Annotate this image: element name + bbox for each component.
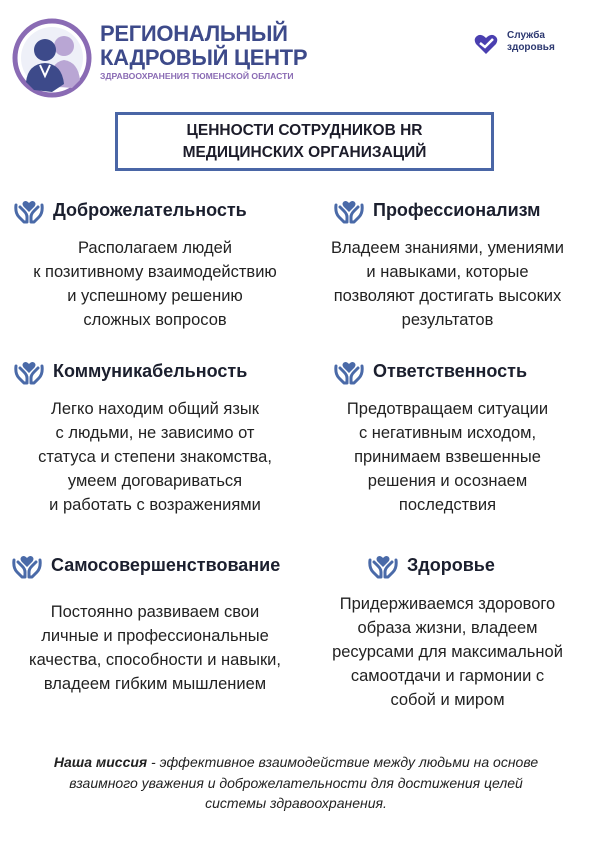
page-title: ЦЕННОСТИ СОТРУДНИКОВ HR МЕДИЦИНСКИХ ОРГАНИЗАЦИЙ <box>182 121 427 161</box>
service-name-line2: здоровья <box>507 42 555 53</box>
value-title: Коммуникабельность <box>53 360 248 381</box>
value-heading <box>14 195 247 225</box>
service-name-line1: Служба <box>507 30 545 41</box>
heart-hands-icon <box>14 195 44 225</box>
value-description: Владеем знаниями, умениями и навыками, которые позволяют достигать высоких результатов <box>331 239 564 329</box>
heart-hands-icon <box>334 356 364 386</box>
mission-text: - эффективное взаимодействие между людьми на основе взаимного уважения и доброжелательности для достижения целей системы здравоохранения. <box>69 754 539 811</box>
value-description: Располагаем людей к позитивному взаимодействию и успешному решению сложных вопросов <box>33 239 277 329</box>
regional-hr-center-logo <box>12 14 308 102</box>
heart-hands-icon <box>368 550 398 580</box>
heart-hands-icon <box>12 550 42 580</box>
value-heading <box>368 550 495 580</box>
value-title: Самосовершенствование <box>51 554 281 575</box>
logo-title-line1: РЕГИОНАЛЬНЫЙ <box>100 21 288 46</box>
value-heading <box>334 356 527 386</box>
value-heading <box>334 195 541 225</box>
health-service-logo <box>474 28 574 58</box>
heart-check-icon <box>474 33 498 55</box>
page-title-frame <box>115 112 494 171</box>
doctors-logo-icon <box>12 18 92 98</box>
logo-title-line2: КАДРОВЫЙ ЦЕНТР <box>100 45 308 70</box>
value-title: Здоровье <box>407 554 495 575</box>
value-description: Постоянно развиваем свои личные и профессиональные качества, способности и навыки, владеем гибким мышлением <box>29 603 281 693</box>
value-title: Доброжелательность <box>53 199 247 220</box>
value-title: Профессионализм <box>373 199 541 220</box>
mission-label: Наша миссия <box>53 754 148 770</box>
value-title: Ответственность <box>373 360 528 381</box>
value-description: Придерживаемся здорового образа жизни, владеем ресурсами для максимальной самоотдачи и гармонии с собой и миром <box>332 595 563 709</box>
heart-hands-icon <box>334 195 364 225</box>
value-heading <box>12 550 280 580</box>
value-description: Легко находим общий язык с людьми, не зависимо от статуса и степени знакомства, умеем договариваться и работать с возражениями <box>38 400 272 514</box>
value-description: Предотвращаем ситуации с негативным исходом, принимаем взвешенные решения и осознаем последствия <box>346 400 549 514</box>
mission-statement <box>40 752 552 814</box>
heart-hands-icon <box>14 356 44 386</box>
logo-subtitle: ЗДРАВООХРАНЕНИЯ ТЮМЕНСКОЙ ОБЛАСТИ <box>100 71 294 81</box>
value-heading <box>14 356 247 386</box>
